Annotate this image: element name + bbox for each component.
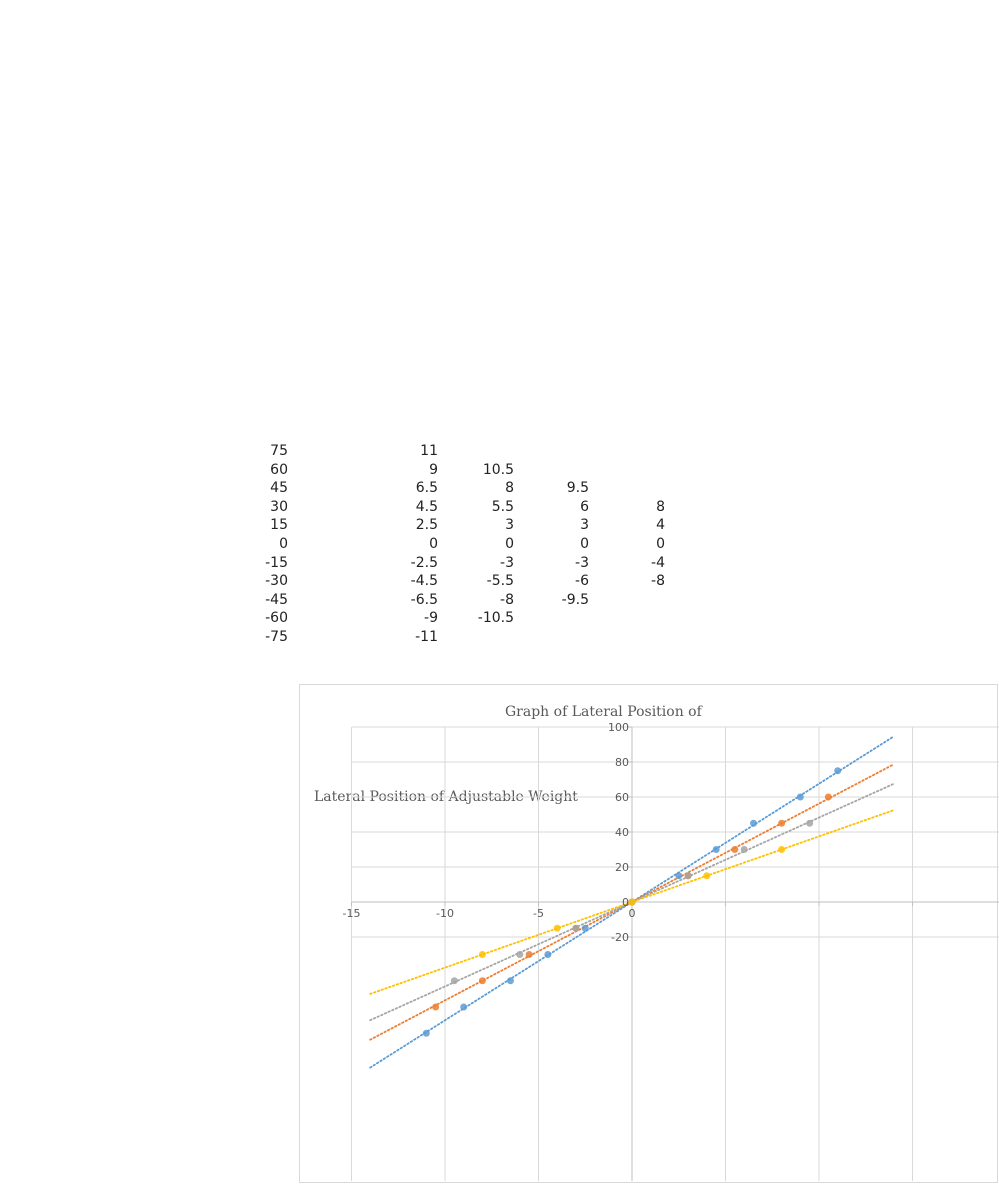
table-cell-value bbox=[434, 628, 514, 646]
y-tick-label: -20 bbox=[611, 931, 629, 944]
table-cell-value bbox=[585, 628, 665, 646]
chart-title: Graph of Lateral Position of bbox=[505, 704, 704, 720]
table-cell-value bbox=[509, 609, 589, 627]
table-cell-value: 0 bbox=[509, 535, 589, 553]
table-cell-value: 0 bbox=[434, 535, 514, 553]
data-point bbox=[778, 846, 785, 853]
table-cell-value: 4 bbox=[585, 516, 665, 534]
table-cell-value: -11 bbox=[358, 628, 438, 646]
y-tick-label: 80 bbox=[615, 756, 629, 769]
table-cell-value: -5.5 bbox=[434, 572, 514, 590]
table-cell-value: 9 bbox=[358, 461, 438, 479]
table-cell-value: 6.5 bbox=[358, 479, 438, 497]
table-cell-value: 0 bbox=[585, 535, 665, 553]
chart bbox=[299, 684, 666, 946]
table-cell-value bbox=[509, 628, 589, 646]
data-point bbox=[825, 794, 832, 801]
y-tick-label: 40 bbox=[615, 826, 629, 839]
y-tick-label: 0 bbox=[622, 896, 629, 909]
table-cell-angle: 15 bbox=[208, 516, 288, 534]
table-cell-value: -3 bbox=[509, 554, 589, 572]
data-point bbox=[778, 820, 785, 827]
table-cell-angle: 0 bbox=[208, 535, 288, 553]
table-cell-value: -10.5 bbox=[434, 609, 514, 627]
table-cell-value bbox=[434, 442, 514, 460]
table-cell-angle: 75 bbox=[208, 442, 288, 460]
table-cell-angle: -75 bbox=[208, 628, 288, 646]
table-cell-value: 8 bbox=[585, 498, 665, 516]
table-cell-angle: 30 bbox=[208, 498, 288, 516]
y-tick-label: 60 bbox=[615, 791, 629, 804]
y-tick-label: 100 bbox=[608, 721, 629, 734]
data-point bbox=[432, 1004, 439, 1011]
data-point bbox=[806, 820, 813, 827]
table-cell-value bbox=[585, 609, 665, 627]
data-point bbox=[544, 951, 551, 958]
x-tick-label: 0 bbox=[629, 907, 636, 920]
data-point bbox=[750, 820, 757, 827]
data-point bbox=[703, 872, 710, 879]
table-cell-angle: 45 bbox=[208, 479, 288, 497]
table-cell-value: 5.5 bbox=[434, 498, 514, 516]
table-cell-value bbox=[509, 442, 589, 460]
chart-area bbox=[300, 685, 998, 1183]
table-cell-value: 8 bbox=[434, 479, 514, 497]
table-cell-value: -2.5 bbox=[358, 554, 438, 572]
data-point bbox=[741, 846, 748, 853]
data-point bbox=[516, 951, 523, 958]
table-cell-value: -4.5 bbox=[358, 572, 438, 590]
table-cell-value bbox=[585, 591, 665, 609]
data-point bbox=[731, 846, 738, 853]
table-cell-value: -8 bbox=[585, 572, 665, 590]
table-cell-value: -6 bbox=[509, 572, 589, 590]
table-cell-value: -9 bbox=[358, 609, 438, 627]
data-point bbox=[451, 977, 458, 984]
table-cell-value: 3 bbox=[509, 516, 589, 534]
data-point bbox=[460, 1004, 467, 1011]
table-cell-value bbox=[585, 442, 665, 460]
data-point bbox=[675, 872, 682, 879]
data-point bbox=[685, 872, 692, 879]
data-point bbox=[479, 977, 486, 984]
table-cell-value: -9.5 bbox=[509, 591, 589, 609]
table-cell-value bbox=[585, 461, 665, 479]
table-cell-value: 2.5 bbox=[358, 516, 438, 534]
table-cell-value bbox=[509, 461, 589, 479]
table-cell-value: 10.5 bbox=[434, 461, 514, 479]
table-cell-value: -3 bbox=[434, 554, 514, 572]
table-cell-value: 9.5 bbox=[509, 479, 589, 497]
x-tick-label: -15 bbox=[343, 907, 361, 920]
table-cell-value bbox=[585, 479, 665, 497]
data-point bbox=[526, 951, 533, 958]
data-point bbox=[713, 846, 720, 853]
table-cell-angle: 60 bbox=[208, 461, 288, 479]
data-table bbox=[0, 0, 768, 660]
x-tick-label: -10 bbox=[436, 907, 454, 920]
table-cell-angle: -45 bbox=[208, 591, 288, 609]
table-cell-value: 6 bbox=[509, 498, 589, 516]
table-cell-value: 0 bbox=[358, 535, 438, 553]
data-point bbox=[834, 767, 841, 774]
data-point bbox=[629, 899, 636, 906]
table-cell-value: -8 bbox=[434, 591, 514, 609]
table-cell-angle: -30 bbox=[208, 572, 288, 590]
chart-svg bbox=[299, 684, 999, 1184]
table-cell-value: -4 bbox=[585, 554, 665, 572]
y-tick-label: 20 bbox=[615, 861, 629, 874]
table-cell-value: -6.5 bbox=[358, 591, 438, 609]
table-cell-value: 3 bbox=[434, 516, 514, 534]
data-point bbox=[582, 925, 589, 932]
data-point bbox=[507, 977, 514, 984]
y-axis-title: Lateral Position of Adjustable Weight bbox=[314, 789, 578, 805]
data-point bbox=[554, 925, 561, 932]
data-point bbox=[797, 794, 804, 801]
table-cell-angle: -60 bbox=[208, 609, 288, 627]
x-tick-label: -5 bbox=[533, 907, 544, 920]
table-cell-angle: -15 bbox=[208, 554, 288, 572]
data-point bbox=[423, 1030, 430, 1037]
table-cell-value: 11 bbox=[358, 442, 438, 460]
data-point bbox=[572, 925, 579, 932]
data-point bbox=[479, 951, 486, 958]
table-cell-value: 4.5 bbox=[358, 498, 438, 516]
